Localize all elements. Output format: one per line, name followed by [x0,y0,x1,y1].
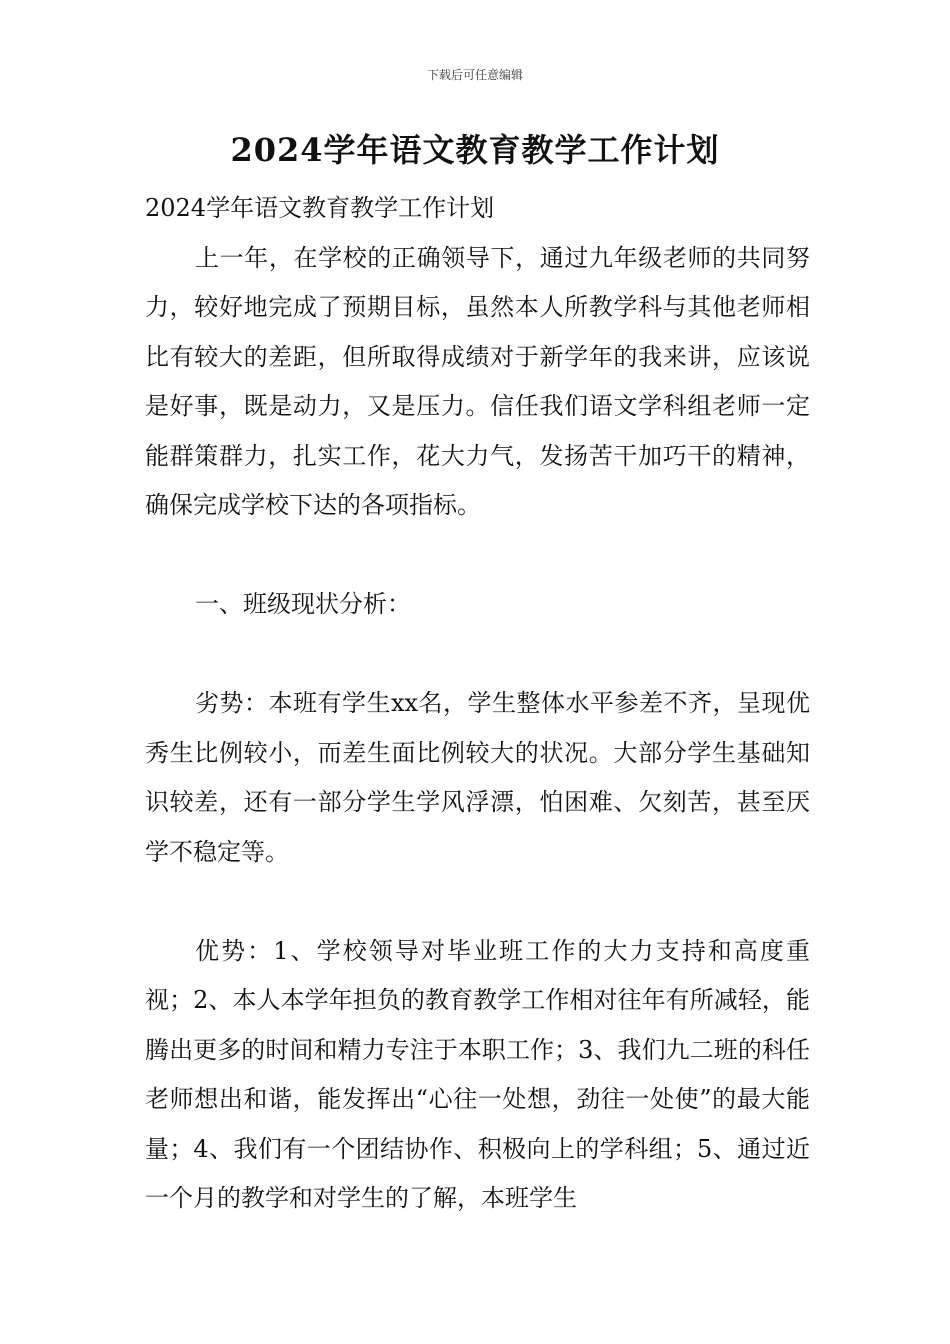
section-heading: 一、班级现状分析： [195,590,411,618]
document-title: 2024学年语文教育教学工作计划 [230,131,720,169]
document-subtitle: 2024学年语文教育教学工作计划 [145,194,495,222]
paragraph-gap [145,630,810,680]
paragraph-gap [145,531,810,581]
paragraph-gap [145,877,810,927]
header-note: 下载后可任意编辑 [426,68,523,82]
document-body [145,184,810,1224]
strength-paragraph: 优势：1、学校领导对毕业班工作的大力支持和高度重视；2、本人本学年担负的教育教学工作相对往年有所减轻，能腾出更多的时间和精力专注于本职工作；3、我们九二班的科任老师想出和谐，能发挥出“心往一处想，劲往一处使”的最大能量；4、我们有一个团结协作、积极向上的学科组；5、通过近一个月的教学和对学生的了解，本班学生 [145,936,810,1212]
intro-paragraph: 上一年，在学校的正确领导下，通过九年级老师的共同努力，较好地完成了预期目标，虽然本人所教学科与其他老师相比有较大的差距，但所取得成绩对于新学年的我来讲，应该说是好事，既是动力，又是压力。信任我们语文学科组老师一定能群策群力，扎实工作，花大力气，发扬苦干加巧干的精神，确保完成学校下达的各项指标。 [145,243,810,519]
weakness-paragraph: 劣势：本班有学生xx名，学生整体水平参差不齐，呈现优秀生比例较小，而差生面比例较大的状况。大部分学生基础知识较差，还有一部分学生学风浮漂，怕困难、欠刻苦，甚至厌学不稳定等。 [145,689,810,866]
